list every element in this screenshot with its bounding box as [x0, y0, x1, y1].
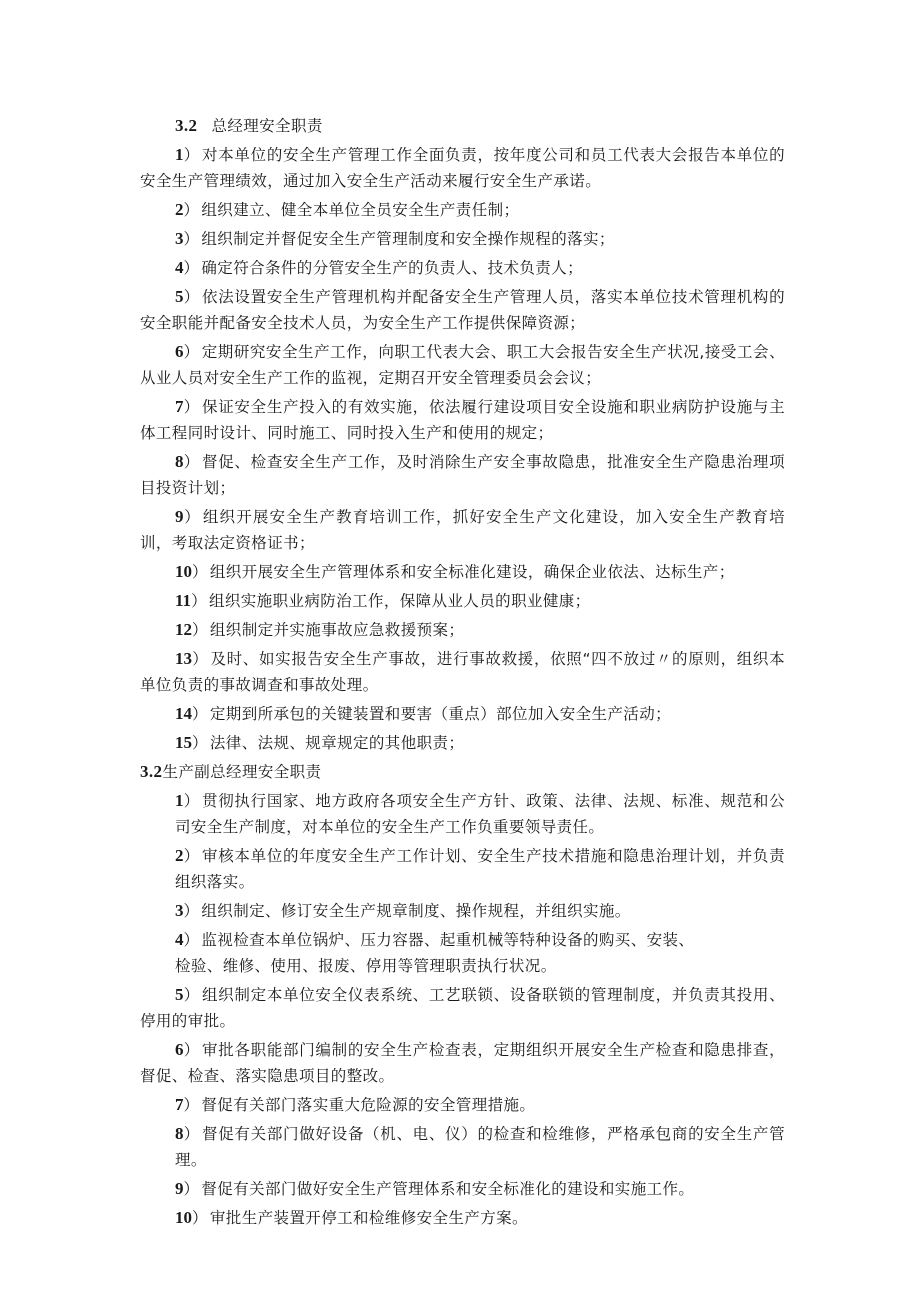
item-list — [140, 142, 785, 756]
item-paren: ） — [183, 201, 200, 219]
item-paren: ） — [183, 230, 200, 248]
item-text: 保证安全生产投入的有效实施，依法履行建设项目安全设施和职业病防护设施与主体工程同时设计、同时施工、同时投入生产和使用的规定； — [140, 398, 786, 442]
item-paren: ） — [183, 847, 201, 865]
item-text: 督促有关部门做好安全生产管理体系和安全标准化的建设和实施工作。 — [201, 1180, 695, 1198]
item-text: 法律、法规、规章规定的其他职责； — [209, 734, 465, 752]
item-number: 7 — [175, 1095, 184, 1114]
item-number: 13 — [175, 649, 192, 668]
item-text: 组织制定、修订安全生产规章制度、操作规程，并组织实施。 — [201, 902, 631, 920]
item-number: 2 — [175, 200, 184, 219]
item-paren: ） — [183, 508, 201, 526]
section-title: 生产副总经理安全职责 — [162, 763, 322, 781]
item-text-continued: 检验、维修、使用、报废、停用等管理职责执行状况。 — [175, 957, 557, 975]
item-text: 审核本单位的年度安全生产工作计划、安全生产技术措施和隐患治理计划，并负责组织落实。 — [175, 847, 786, 891]
section-number: 3.2 — [140, 762, 163, 781]
item-text: 对本单位的安全生产管理工作全面负责，按年度公司和员工代表大会报告本单位的安全生产管理绩效，通过加入安全生产活动来履行安全生产承诺。 — [140, 146, 786, 190]
list-item — [140, 1037, 785, 1089]
item-text: 督促有关部门落实重大危险源的安全管理措施。 — [201, 1096, 536, 1114]
list-item — [140, 339, 785, 391]
list-item — [140, 617, 785, 643]
item-text: 及时、如实报告安全生产事故，进行事故救援，依照“四不放过〃的原则，组织本单位负责的事故调查和事故处理。 — [140, 650, 785, 694]
item-number: 3 — [175, 901, 184, 920]
item-number: 7 — [175, 397, 184, 416]
list-item — [140, 646, 785, 698]
list-item — [140, 982, 785, 1034]
item-number: 5 — [175, 985, 184, 1004]
item-text: 组织开展安全生产管理体系和安全标准化建设，确保企业依法、达标生产； — [209, 563, 735, 581]
item-paren: ） — [183, 1096, 200, 1114]
item-text: 组织实施职业病防治工作，保障从业人员的职业健康； — [208, 592, 591, 610]
section-number: 3.2 — [175, 116, 198, 135]
item-paren: ） — [192, 705, 208, 723]
list-item — [140, 1205, 785, 1231]
item-number: 10 — [175, 1208, 192, 1227]
item-list — [140, 788, 785, 1231]
list-item — [140, 449, 785, 501]
list-item — [140, 197, 785, 223]
list-item — [140, 1092, 785, 1118]
item-paren: ） — [191, 592, 207, 610]
item-number: 5 — [175, 287, 184, 306]
item-paren: ） — [183, 1041, 201, 1059]
item-text: 督促有关部门做好设备（机、电、仪）的检查和检维修，严格承包商的安全生产管理。 — [175, 1125, 786, 1169]
item-paren: ） — [183, 986, 201, 1004]
item-paren: ） — [183, 398, 201, 416]
section-general-manager — [140, 113, 785, 756]
section-deputy-general-manager — [140, 759, 785, 1231]
list-item — [140, 504, 785, 556]
item-text: 组织建立、健全本单位全员安全生产责任制； — [201, 201, 520, 219]
document-content — [140, 113, 785, 1234]
list-item — [140, 394, 785, 446]
item-number: 8 — [175, 452, 184, 471]
item-paren: ） — [183, 343, 200, 361]
list-item — [140, 284, 785, 336]
item-paren: ） — [183, 288, 201, 306]
item-paren: ） — [183, 259, 200, 277]
item-text: 组织制定并实施事故应急救援预案； — [209, 621, 465, 639]
list-item — [140, 701, 785, 727]
section-heading — [140, 759, 785, 785]
list-item — [140, 226, 785, 252]
item-number: 1 — [175, 791, 184, 810]
item-number: 12 — [175, 620, 192, 639]
list-item — [140, 255, 785, 281]
item-number: 4 — [175, 930, 184, 949]
item-text: 督促、检查安全生产工作，及时消除生产安全事故隐患，批准安全生产隐患治理项目投资计划； — [140, 453, 786, 497]
item-paren: ） — [183, 931, 200, 949]
item-paren: ） — [183, 453, 201, 471]
item-number: 3 — [175, 229, 184, 248]
list-item — [140, 588, 785, 614]
list-item — [140, 1176, 785, 1202]
item-number: 9 — [175, 1179, 184, 1198]
item-paren: ） — [192, 563, 208, 581]
item-text: 监视检查本单位锅炉、压力容器、起重机械等特种设备的购买、安装、 — [201, 931, 695, 949]
item-text: 组织制定并督促安全生产管理制度和安全操作规程的落实； — [201, 230, 615, 248]
section-title: 总经理安全职责 — [211, 117, 323, 135]
item-paren: ） — [192, 650, 209, 668]
item-number: 9 — [175, 507, 184, 526]
item-paren: ） — [183, 146, 201, 164]
item-text: 审批各职能部门编制的安全生产检查表，定期组织开展安全生产检查和隐患排查，督促、检查、落实隐患项目的整改。 — [140, 1041, 786, 1085]
list-item — [140, 142, 785, 194]
item-number: 6 — [175, 342, 184, 361]
section-heading — [140, 113, 785, 139]
item-number: 4 — [175, 258, 184, 277]
item-number: 2 — [175, 846, 184, 865]
item-text: 确定符合条件的分管安全生产的负责人、技术负责人； — [201, 259, 584, 277]
item-number: 15 — [175, 733, 192, 752]
item-text: 贯彻执行国家、地方政府各项安全生产方针、政策、法律、法规、标准、规范和公司安全生产制度，对本单位的安全生产工作负重要领导责任。 — [175, 792, 786, 836]
list-item — [140, 927, 785, 979]
list-item — [140, 1121, 785, 1173]
item-paren: ） — [192, 1209, 208, 1227]
item-paren: ） — [183, 902, 200, 920]
item-text: 定期研究安全生产工作，向职工代表大会、职工大会报告安全生产状况,接受工会、从业人员对安全生产工作的监视，定期召开安全管理委员会会议； — [140, 343, 785, 387]
item-number: 11 — [175, 591, 192, 610]
item-text: 组织开展安全生产教育培训工作，抓好安全生产文化建设，加入安全生产教育培训，考取法定资格证书； — [140, 508, 785, 552]
item-text: 审批生产装置开停工和检维修安全生产方案。 — [209, 1209, 528, 1227]
item-paren: ） — [183, 1125, 201, 1143]
list-item — [140, 730, 785, 756]
item-number: 14 — [175, 704, 192, 723]
list-item — [140, 559, 785, 585]
item-number: 8 — [175, 1124, 184, 1143]
item-paren: ） — [192, 734, 208, 752]
item-paren: ） — [183, 792, 201, 810]
item-number: 6 — [175, 1040, 184, 1059]
list-item — [140, 843, 785, 895]
item-paren: ） — [192, 621, 208, 639]
item-number: 1 — [175, 145, 184, 164]
item-text: 定期到所承包的关键装置和要害（重点）部位加入安全生产活动； — [209, 705, 672, 723]
item-text: 组织制定本单位安全仪表系统、工艺联锁、设备联锁的管理制度，并负责其投用、停用的审批。 — [140, 986, 786, 1030]
list-item — [140, 788, 785, 840]
list-item — [140, 898, 785, 924]
item-paren: ） — [183, 1180, 200, 1198]
item-number: 10 — [175, 562, 192, 581]
item-text: 依法设置安全生产管理机构并配备安全生产管理人员，落实本单位技术管理机构的安全职能并配备安全技术人员，为安全生产工作提供保障资源； — [140, 288, 786, 332]
